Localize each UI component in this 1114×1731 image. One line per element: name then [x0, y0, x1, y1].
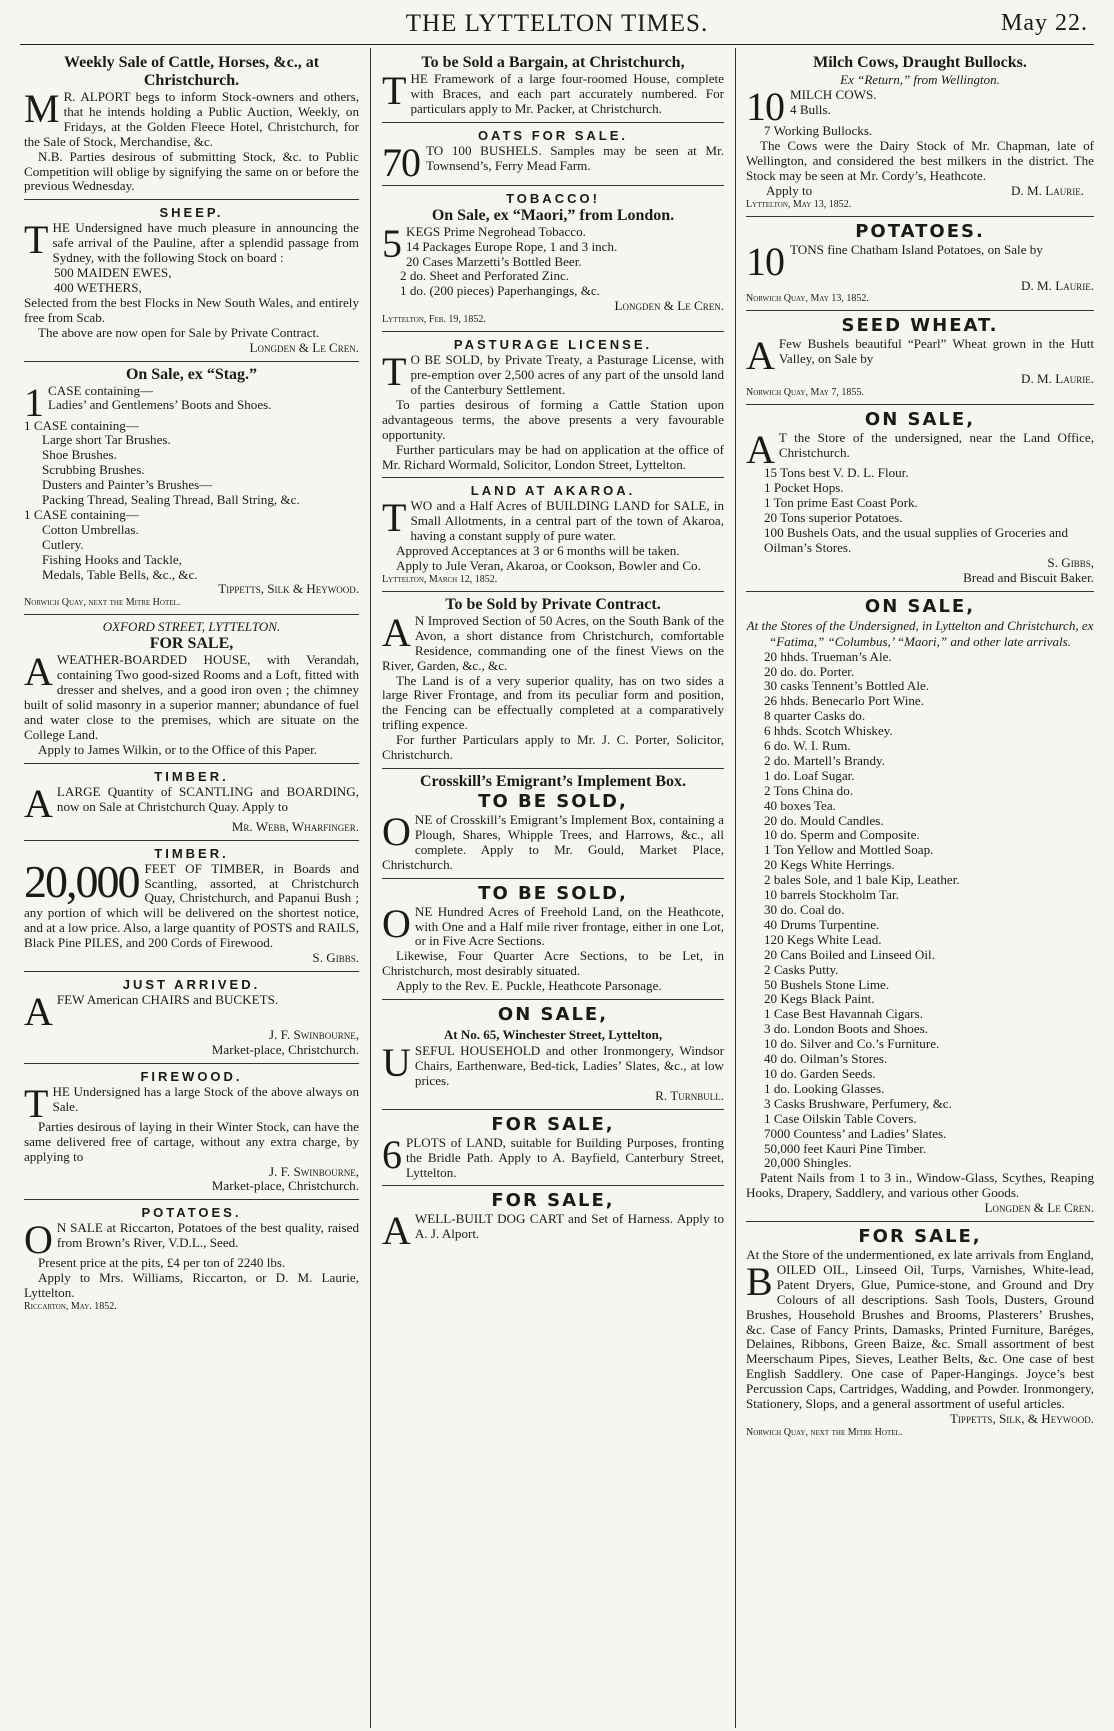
- ad-note: N.B. Parties desirous of submitting Stock, &c. to Public Competition will oblige by signifying the same on or before the previous Wednesday.: [24, 148, 359, 194]
- ad-body: R. ALPORT begs to inform Stock-owners and others, that he intends holding a Public Auction, Weekly, on Fridays, at the Golden Fleece Hotel, Christchurch, for the Sale of Stock, Merchandise, &c.: [24, 89, 359, 149]
- ad-body: OILED OIL, Linseed Oil, Turps, Varnishes, White-lead, Patent Dryers, Glue, Pumice-stone, and Ground and Dry Colours of all descriptions. Sash Tools, Dusters, Ground Brushes, Household Brushes and Brooms, Plasterers’ Brushes, &c. Case of Fancy Prints, Damasks, Printed Furniture, Baréges, Delaines, Ribbons, Green Baize, &c. Small assortment of best Meerschaum Pipes, Sieves, Leather Belts, &c. One case of best English Saddlery. One case of Paper-Hangings. Joyce’s best Percussion Caps, Cartridges, Wadding, and Powder. Ironmongery, Stationery, Slops, and a general assortment of useful articles.: [746, 1261, 1094, 1412]
- masthead-rule: [20, 44, 1094, 45]
- ad-house: [24, 615, 359, 763]
- list-item: CASE containing—: [48, 382, 154, 398]
- ad-heading: ON SALE,: [497, 1004, 609, 1026]
- ad-heading: POTATOES.: [141, 1205, 242, 1221]
- drop-number: 70: [382, 139, 420, 185]
- ad-heading: FIREWOOD.: [140, 1068, 243, 1084]
- ad-heading: TIMBER.: [154, 768, 229, 784]
- issue-date: May 22.: [1001, 10, 1088, 36]
- drop-cap: T: [382, 68, 407, 113]
- ad-weekly-sale: [24, 50, 359, 200]
- ad-body: PLOTS of LAND, suitable for Building Purposes, fronting the Bridle Path. Apply to A. Bayfield, Canterbury Street, Lyttelton.: [406, 1134, 724, 1180]
- ad-occupation: Bread and Biscuit Baker.: [963, 569, 1094, 585]
- ad-location: Lyttelton, May 13, 1852.: [746, 198, 852, 210]
- list-item: 6 do. W. I. Rum.: [764, 738, 851, 754]
- ad-body: Likewise, Four Quarter Acre Sections, to be Let, in Christchurch, most desirably situated.: [382, 948, 724, 979]
- ad-subheading: At the Store of the undermentioned, ex late arrivals from England,: [746, 1247, 1094, 1263]
- ad-body: Apply to Jule Veran, Akaroa, or Cookson, Bowler and Co.: [396, 558, 701, 574]
- list-item: 2 Casks Putty.: [764, 961, 839, 977]
- ad-heading: POTATOES.: [855, 220, 985, 242]
- column-3: [746, 50, 1094, 1726]
- ad-heading: SHEEP.: [159, 205, 224, 221]
- list-item: 2 do. Sheet and Perforated Zinc.: [400, 268, 570, 284]
- ad-location: Norwich Quay, next the Mitre Hotel.: [24, 597, 181, 609]
- ad-signature: D. M. Laurie.: [1011, 182, 1084, 198]
- list-item: 10 barrels Stockholm Tar.: [764, 887, 899, 903]
- list-item: 1 Case Best Havannah Cigars.: [764, 1006, 923, 1022]
- ad-body: TO 100 BUSHELS. Samples may be seen at Mr. Townsend’s, Ferry Mead Farm.: [426, 142, 724, 173]
- list-item: KEGS Prime Negrohead Tobacco.: [406, 223, 586, 239]
- list-item: 2 bales Sole, and 1 bale Kip, Leather.: [764, 872, 960, 888]
- ad-on-sale-gibbs: [746, 405, 1094, 591]
- drop-cap: A: [24, 649, 53, 695]
- ad-heading: Weekly Sale of Cattle, Horses, &c., at Christchurch.: [63, 54, 320, 89]
- drop-number: 6: [382, 1131, 402, 1177]
- drop-number: 5: [382, 220, 402, 266]
- ad-heading: Crosskill’s Emigrant’s Implement Box.: [419, 773, 687, 790]
- ad-body: NE of Crosskill’s Emigrant’s Implement Box, containing a Plough, Shares, Whipple Trees, and Harrows, &c., all complete. Apply to Mr. Gould, Market Place, Christchurch.: [382, 812, 724, 872]
- list-item: 20 Cases Marzetti’s Bottled Beer.: [406, 253, 582, 269]
- list-item: 30 do. Coal do.: [764, 902, 845, 917]
- ad-body: Apply to the Rev. E. Puckle, Heathcote Parsonage.: [396, 978, 662, 994]
- list-item: 3 do. London Boots and Shoes.: [764, 1021, 929, 1037]
- apply-label: Apply to: [766, 182, 813, 198]
- ad-body: To parties desirous of forming a Cattle Station upon advantageous terms, the above presents a very favourable opportunity.: [382, 396, 724, 442]
- ad-plots: [382, 1110, 724, 1187]
- list-item: 20 hhds. Trueman’s Ale.: [764, 648, 892, 664]
- ad-body: Apply to James Wilkin, or to the Office of this Paper.: [38, 741, 318, 757]
- drop-cap: M: [24, 86, 60, 131]
- drop-cap: T: [24, 217, 49, 263]
- list-item: 400 WETHERS,: [54, 279, 142, 295]
- list-item: 3 Casks Brushware, Perfumery, &c.: [764, 1095, 952, 1111]
- ad-location: Lyttelton, Feb. 19, 1852.: [382, 314, 486, 326]
- column-1: [24, 50, 359, 1726]
- item-list: [746, 650, 1094, 1172]
- ad-signature: J. F. Swinbourne,: [269, 1026, 359, 1042]
- list-item: Ladies’ and Gentlemens’ Boots and Shoes.: [48, 397, 272, 413]
- ad-pasturage: [382, 332, 724, 478]
- ad-heading: ON SALE,: [864, 595, 976, 617]
- ad-body: Patent Nails from 1 to 3 in., Window-Glass, Scythes, Reaping Hooks, Drapery, Saddlery, and various other Goods.: [746, 1170, 1094, 1201]
- ad-heading: TIMBER.: [154, 845, 229, 861]
- drop-cap: T: [382, 349, 407, 395]
- drop-cap: 1: [24, 379, 44, 425]
- list-item: 2 do. Martell’s Brandy.: [764, 752, 885, 768]
- drop-number: 20,000: [24, 855, 139, 907]
- list-item: 1 CASE containing—: [24, 506, 139, 522]
- column-rule: [735, 48, 736, 1728]
- ad-signature: S. Gibbs.: [312, 950, 359, 966]
- ad-body: HE Undersigned has a large Stock of the above always on Sale.: [52, 1083, 359, 1114]
- list-item: 1 CASE containing—: [24, 417, 139, 433]
- ad-body: NE Hundred Acres of Freehold Land, on the Heathcote, with One and a Half mile river frontage, either in one Lot, or in Five Acre Sections.: [414, 903, 724, 949]
- list-item: 4 Bulls.: [790, 101, 831, 117]
- ad-signature: Mr. Webb, Wharfinger.: [231, 818, 359, 834]
- list-item: 26 hhds. Benecarlo Port Wine.: [764, 693, 924, 709]
- drop-cap: O: [382, 900, 411, 946]
- list-item: 20 Kegs White Herrings.: [764, 857, 895, 873]
- list-item: Shoe Brushes.: [42, 447, 117, 463]
- list-item: 7000 Countess’ and Ladies’ Slates.: [764, 1125, 947, 1141]
- list-item: 1 Ton Yellow and Mottled Soap.: [764, 842, 934, 858]
- ad-heading: SEED WHEAT.: [841, 315, 999, 337]
- list-item: 100 Bushels Oats, and the usual supplies of Groceries and Oilman’s Stores.: [764, 524, 1069, 555]
- ad-subheading: At No. 65, Winchester Street, Lyttelton,: [443, 1027, 663, 1043]
- ad-sheep: [24, 200, 359, 361]
- ad-heading: FOR SALE,: [491, 1113, 615, 1135]
- column-2: [382, 50, 724, 1726]
- list-item: 1 Pocket Hops.: [764, 480, 844, 496]
- list-item: 10 do. Garden Seeds.: [764, 1065, 876, 1081]
- drop-cap: T: [24, 1080, 49, 1126]
- ad-subheading: Ex “Return,” from Wellington.: [840, 72, 1000, 87]
- ad-heading: PASTURAGE LICENSE.: [453, 337, 653, 353]
- ad-location: Lyttelton, March 12, 1852.: [382, 573, 498, 585]
- ad-location: Norwich Quay, May 13, 1852.: [746, 293, 869, 305]
- list-item: 1 Case Oilskin Table Covers.: [764, 1110, 917, 1126]
- ad-body: Present price at the pits, £4 per ton of 2240 lbs.: [38, 1255, 286, 1271]
- ad-seed-wheat: [746, 311, 1094, 405]
- drop-number: 10: [746, 238, 784, 284]
- drop-cap: T: [382, 495, 407, 541]
- list-item: 30 casks Tennent’s Bottled Ale.: [764, 678, 930, 694]
- list-item: 40 Drums Turpentine.: [764, 916, 880, 932]
- ad-subheading: At the Stores of the Undersigned, in Lyttelton and Christchurch, ex “Fatima,” “Columbus,’ “Maori,” and other late arrivals.: [746, 617, 1094, 649]
- list-item: 10 do. Sperm and Composite.: [764, 827, 920, 843]
- ad-body: Approved Acceptances at 3 or 6 months will be taken.: [396, 543, 680, 559]
- list-item: Medals, Table Bells, &c., &c.: [42, 566, 198, 582]
- ad-body: FEW American CHAIRS and BUCKETS.: [56, 991, 279, 1007]
- drop-cap: U: [382, 1040, 411, 1086]
- ad-heading: OATS FOR SALE.: [477, 127, 629, 143]
- drop-cap: A: [24, 780, 53, 826]
- ad-heading: JUST ARRIVED.: [122, 976, 261, 992]
- list-item: 15 Tons best V. D. L. Flour.: [764, 465, 909, 481]
- ad-body: WELL-BUILT DOG CART and Set of Harness. Apply to A. J. Alport.: [414, 1211, 724, 1242]
- ad-heading: On Sale, ex “Stag.”: [125, 365, 258, 383]
- list-item: Large short Tar Brushes.: [42, 432, 171, 448]
- ad-heading: FOR SALE,: [491, 1190, 615, 1212]
- drop-cap: O: [24, 1217, 53, 1263]
- ad-address: Market-place, Christchurch.: [211, 1178, 359, 1194]
- ad-heading: FOR SALE,: [149, 635, 234, 653]
- ad-framework: [382, 50, 724, 123]
- ad-body: N SALE at Riccarton, Potatoes of the best quality, raised from Brown’s River, V.D.L., Seed.: [56, 1220, 359, 1251]
- ad-body: The Cows were the Dairy Stock of Mr. Chapman, late of Wellington, and considered the best milkers in the district. The Stock may be seen at Mr. Cordy’s, Heathcote.: [746, 137, 1094, 183]
- list-item: 10 do. Silver and Co.’s Furniture.: [764, 1036, 940, 1052]
- ad-private-contract: [382, 592, 724, 769]
- ad-body: O BE SOLD, by Private Treaty, a Pasturage License, with pre-emption over 2,500 acres of any part of the unsold land of the Canterbury Settlement.: [410, 352, 724, 397]
- list-item: Packing Thread, Sealing Thread, Ball String, &c.: [42, 492, 300, 508]
- ad-potatoes-chatham: [746, 217, 1094, 312]
- ad-heading: To be Sold a Bargain, at Christchurch,: [421, 54, 685, 71]
- ad-signature: J. F. Swinbourne,: [269, 1163, 359, 1179]
- ad-signature: Tippetts, Silk, & Heywood.: [949, 1411, 1094, 1426]
- list-item: Fishing Hooks and Tackle,: [42, 551, 182, 567]
- ad-heading: To be Sold by Private Contract.: [445, 595, 661, 613]
- list-item: MILCH COWS.: [790, 87, 877, 102]
- list-item: 1 Ton prime East Coast Pork.: [764, 495, 918, 511]
- ad-heading: Milch Cows, Draught Bullocks.: [813, 54, 1027, 71]
- ad-firewood: [24, 1064, 359, 1201]
- ad-body: Parties desirous of laying in their Winter Stock, can have the same delivered free of cartage, without any extra charge, by applying to: [24, 1118, 359, 1164]
- ad-oats: [382, 123, 724, 186]
- list-item: 20 do. do. Porter.: [764, 663, 855, 679]
- ad-body: The Land is of a very superior quality, has on two sides a large River Frontage, and from its peculiar form and position, the Fencing can be effectually completed at a comparatively trifling expence.: [382, 672, 724, 733]
- ad-heading: TO BE SOLD,: [478, 882, 628, 904]
- list-item: 20 Kegs Black Paint.: [764, 991, 875, 1007]
- ad-body: Few Bushels beautiful “Pearl” Wheat grown in the Hutt Valley, on Sale by: [778, 336, 1094, 367]
- ad-subheading: OXFORD STREET, LYTTELTON.: [102, 619, 281, 635]
- list-item: Cotton Umbrellas.: [42, 521, 139, 537]
- ad-signature: R. Turnbull.: [655, 1087, 724, 1103]
- drop-cap: A: [382, 1208, 411, 1254]
- ad-body: HE Undersigned have much pleasure in announcing the safe arrival of the Pauline, after a splendid passage from Sydney, with the following Stock on board :: [52, 220, 359, 266]
- list-item: 50,000 feet Kauri Pine Timber.: [764, 1140, 927, 1156]
- list-item: 2 Tons China do.: [764, 782, 854, 798]
- list-item: 40 do. Oilman’s Stores.: [764, 1051, 888, 1067]
- ad-milch-cows: [746, 50, 1094, 217]
- list-item: Dusters and Painter’s Brushes—: [42, 477, 213, 493]
- ad-body: WO and a Half Acres of BUILDING LAND for SALE, in Small Allotments, in a central part of the town of Akaroa, having a constant supply of pure water.: [410, 498, 724, 544]
- ad-akaroa: [382, 478, 724, 592]
- list-item: 20 do. Mould Candles.: [764, 812, 884, 828]
- list-item: 500 MAIDEN EWES,: [54, 265, 172, 281]
- ad-signature: Longden & Le Cren.: [614, 298, 724, 314]
- drop-cap: A: [746, 427, 775, 473]
- ad-body: SEFUL HOUSEHOLD and other Ironmongery, Windsor Chairs, Earthenware, Bed-tick, Ladies’ Slates, &c., at low prices.: [414, 1043, 724, 1088]
- ad-signature: Longden & Le Cren.: [984, 1200, 1094, 1216]
- column-rule: [370, 48, 371, 1728]
- list-item: 8 quarter Casks do.: [764, 708, 866, 724]
- list-item: 1 do. (200 pieces) Paperhangings, &c.: [400, 283, 600, 299]
- list-item: 20 Cans Boiled and Linseed Oil.: [764, 946, 935, 962]
- ad-timber-2: [24, 841, 359, 972]
- ad-heading: ON SALE,: [864, 409, 976, 431]
- ad-location: Norwich Quay, May 7, 1855.: [746, 387, 864, 399]
- list-item: 50 Bushels Stone Lime.: [764, 976, 890, 992]
- list-item: 6 hhds. Scotch Whiskey.: [764, 723, 893, 739]
- ad-body: For further Particulars apply to Mr. J. C. Porter, Solicitor, Christchurch.: [382, 732, 724, 763]
- list-item: 14 Packages Europe Rope, 1 and 3 inch.: [406, 238, 618, 254]
- ad-body: Selected from the best Flocks in New South Wales, and entirely free from Scab.: [24, 294, 359, 325]
- ad-heading: LAND AT AKAROA.: [470, 483, 636, 499]
- list-item: 1 do. Loaf Sugar.: [764, 767, 855, 783]
- ad-oils-varnishes: [746, 1222, 1094, 1444]
- ad-body: HE Framework of a large four-roomed House, complete with Braces, and each part accurately numbered. For particulars apply to Mr. Packer, at Christchurch.: [410, 71, 724, 116]
- ad-address: Market-place, Christchurch.: [211, 1041, 359, 1057]
- ad-potatoes-riccarton: [24, 1200, 359, 1318]
- ad-just-arrived: [24, 972, 359, 1064]
- ad-body: TONS fine Chatham Island Potatoes, on Sale by: [790, 241, 1043, 257]
- list-item: 7 Working Bullocks.: [764, 123, 873, 138]
- list-item: 1 do. Looking Glasses.: [764, 1080, 885, 1096]
- masthead: [20, 6, 1094, 46]
- ad-signature: D. M. Laurie.: [1021, 277, 1094, 293]
- list-item: 120 Kegs White Lead.: [764, 931, 882, 947]
- ad-subheading: On Sale, ex “Maori,” from London.: [431, 206, 675, 224]
- ad-body: The above are now open for Sale by Private Contract.: [38, 324, 320, 340]
- ad-body: N Improved Section of 50 Acres, on the South Bank of the Avon, a short distance from Christchurch, comfortable Residence, commanding one of the finest Views on the River, Garden, &c., &c.: [382, 612, 724, 673]
- list-item: 20 Tons superior Potatoes.: [764, 510, 903, 526]
- ad-subheading: TO BE SOLD,: [478, 791, 628, 812]
- ad-body: LARGE Quantity of SCANTLING and BOARDING, now on Sale at Christchurch Quay. Apply to: [56, 783, 359, 814]
- ad-heading: TOBACCO!: [506, 190, 600, 206]
- drop-cap: A: [24, 988, 53, 1034]
- ad-signature: S. Gibbs,: [1047, 554, 1094, 570]
- ad-timber-1: [24, 764, 359, 841]
- ad-body: T the Store of the undersigned, near the Land Office, Christchurch.: [778, 430, 1094, 461]
- ad-body: WEATHER-BOARDED HOUSE, with Verandah, containing Two good-sized Rooms and a Loft, fitted with dresser and shelves, and a good iron oven ; the chimney built of solid masonry in a superior manner; abundance of fuel and water close to the premises, which are situate on the College Land.: [24, 652, 359, 742]
- ad-location: Riccarton, May. 1852.: [24, 1301, 117, 1313]
- list-item: Cutlery.: [42, 536, 84, 552]
- ad-dog-cart: [382, 1186, 724, 1252]
- drop-cap: A: [382, 609, 411, 655]
- drop-number: 10: [746, 84, 784, 129]
- ad-body: Further particulars may be had on application at the office of Mr. Richard Wormald, Solicitor, London Street, Lyttelton.: [382, 441, 724, 472]
- list-item: 20,000 Shingles.: [764, 1155, 852, 1171]
- ad-tobacco: [382, 186, 724, 332]
- ad-heading: FOR SALE,: [858, 1226, 982, 1248]
- drop-cap: B: [746, 1258, 773, 1304]
- drop-cap: A: [746, 333, 775, 379]
- ad-body: FEET OF TIMBER, in Boards and Scantling, assorted, at Christchurch Quay, Christchurch, and Papanui Bush ; any portion of which will be delivered on the shortest notice, and at a low price. Also, a large quantity of POSTS and RAILS, Black Pine PILES, and 200 Cords of Firewood.: [24, 860, 359, 951]
- ad-stores-list: [746, 592, 1094, 1222]
- ad-signature: D. M. Laurie.: [1021, 371, 1094, 387]
- ad-body: Apply to Mrs. Williams, Riccarton, or D. M. Laurie, Lyttelton.: [24, 1270, 359, 1301]
- ad-stag: [24, 362, 359, 616]
- drop-cap: O: [382, 809, 411, 854]
- ad-freehold-land: [382, 879, 724, 1000]
- ad-signature: Longden & Le Cren.: [249, 339, 359, 355]
- list-item: Scrubbing Brushes.: [42, 462, 145, 478]
- ad-implement-box: [382, 769, 724, 879]
- ad-signature: Tippetts, Silk & Heywood.: [218, 581, 359, 597]
- newspaper-title: THE LYTTELTON TIMES.: [405, 10, 709, 37]
- ad-location: Norwich Quay, next the Mitre Hotel.: [746, 1426, 903, 1438]
- ad-ironmongery: [382, 1000, 724, 1110]
- list-item: 40 boxes Tea.: [764, 797, 836, 813]
